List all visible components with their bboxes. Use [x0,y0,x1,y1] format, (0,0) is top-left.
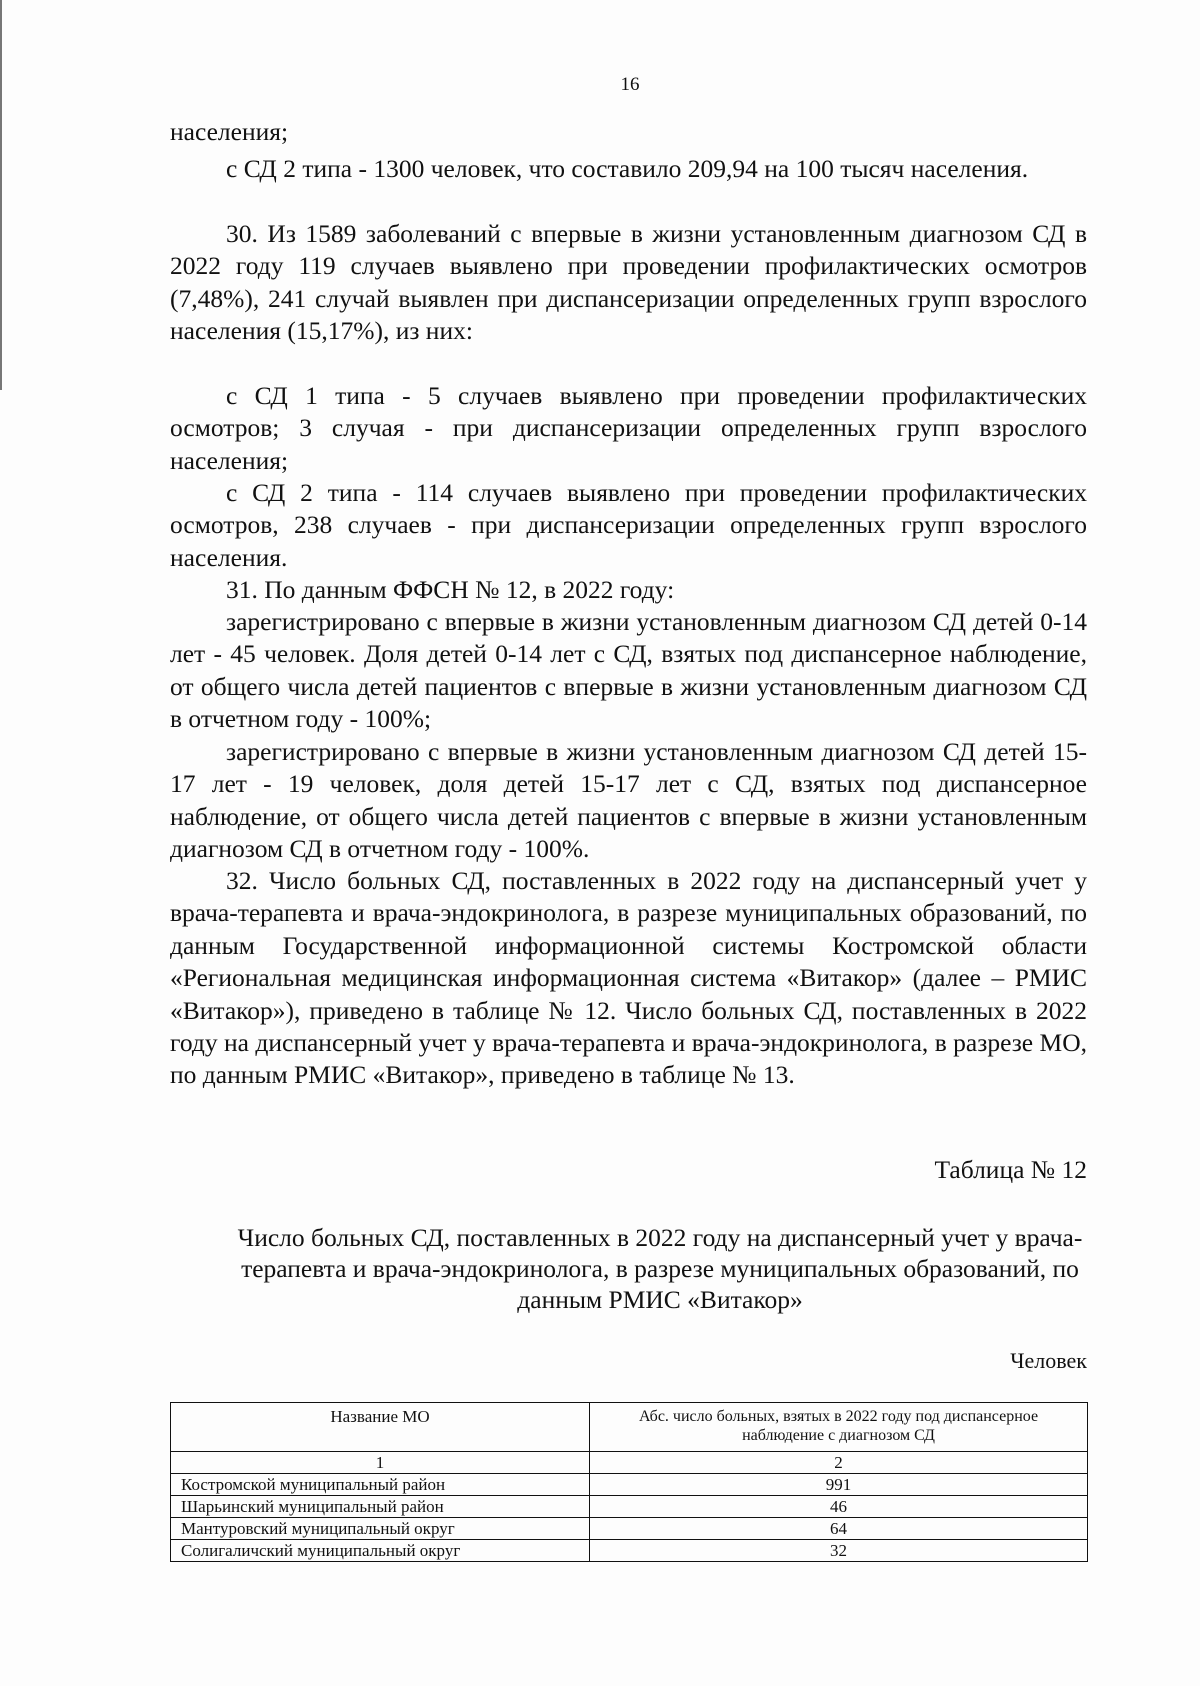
scan-edge-line [0,0,2,390]
table-index-row [171,1452,1088,1474]
paragraph-children-0-14: зарегистрировано с впервые в жизни установленным диагнозом СД детей 0-14 лет - 45 человек. Доля детей 0-14 лет с СД, взятых под диспансерное наблюдение, от общего числа детей пациентов с впервые в жизни установленным диагнозом СД в отчетном году - 100%; [170,607,1087,734]
table-row [171,1540,1088,1562]
row-name: Мантуровский муниципальный округ [171,1518,590,1540]
table-header-row [171,1403,1088,1452]
column-index-1: 1 [171,1452,590,1474]
row-value: 64 [590,1518,1088,1540]
table-row [171,1496,1088,1518]
table-unit: Человек [1010,1348,1087,1373]
paragraph-type2-detection: с СД 2 типа - 114 случаев выявлено при проведении профилактических осмотров, 238 случаев - при диспансеризации определенных групп взрослого населения. [170,478,1087,572]
row-name: Солигаличский муниципальный округ [171,1540,590,1562]
row-value: 991 [590,1474,1088,1496]
paragraph-children-15-17: зарегистрировано с впервые в жизни установленным диагнозом СД детей 15-17 лет - 19 человек, доля детей 15-17 лет с СД, взятых под диспансерное наблюдение, от общего числа детей пациентов с впервые в жизни установленным диагнозом СД в отчетном году - 100%. [170,737,1087,864]
column-index-2: 2 [590,1452,1088,1474]
paragraph-31: 31. По данным ФФСН № 12, в 2022 году: [226,575,675,604]
row-value: 46 [590,1496,1088,1518]
row-name: Шарьинский муниципальный район [171,1496,590,1518]
row-name: Костромской муниципальный район [171,1474,590,1496]
column-header-name: Название МО [171,1403,590,1452]
municipal-table [170,1402,1088,1562]
paragraph-population-end: населения; [170,117,289,146]
table-row [171,1518,1088,1540]
table-row [171,1474,1088,1496]
paragraph-30: 30. Из 1589 заболеваний с впервые в жизни установленным диагнозом СД в 2022 году 119 случаев выявлено при проведении профилактических осмотров (7,48%), 241 случай выявлен при диспансеризации определенных групп взрослого населения (15,17%), из них: [170,219,1087,346]
table-title: Число больных СД, поставленных в 2022 году на диспансерный учет у врача-терапевта и врача-эндокринолога, в разрезе муниципальных образований, по данным РМИС «Витакор» [237,1223,1083,1314]
row-value: 32 [590,1540,1088,1562]
paragraph-type1-detection: с СД 1 типа - 5 случаев выявлено при проведении профилактических осмотров; 3 случая - при диспансеризации определенных групп взрослого населения; [170,381,1087,475]
column-header-count: Абс. число больных, взятых в 2022 году под диспансерное наблюдение с диагнозом СД [590,1403,1088,1452]
table-number: Таблица № 12 [934,1155,1087,1184]
paragraph-32: 32. Число больных СД, поставленных в 2022 году на диспансерный учет у врача-терапевта и врача-эндокринолога, в разрезе муниципальных образований, по данным Государственной информационной системы Костромской области «Региональная медицинская информационная система «Витакор» (далее – РМИС «Витакор»), приведено в таблице № 12. Число больных СД, поставленных в 2022 году на диспансерный учет у врача-терапевта и врача-эндокринолога, в разрезе МО, по данным РМИС «Витакор», приведено в таблице № 13. [170,866,1087,1090]
page-number: 16 [620,74,640,95]
paragraph-type2-count: с СД 2 типа - 1300 человек, что составило 209,94 на 100 тысяч населения. [226,154,1029,183]
